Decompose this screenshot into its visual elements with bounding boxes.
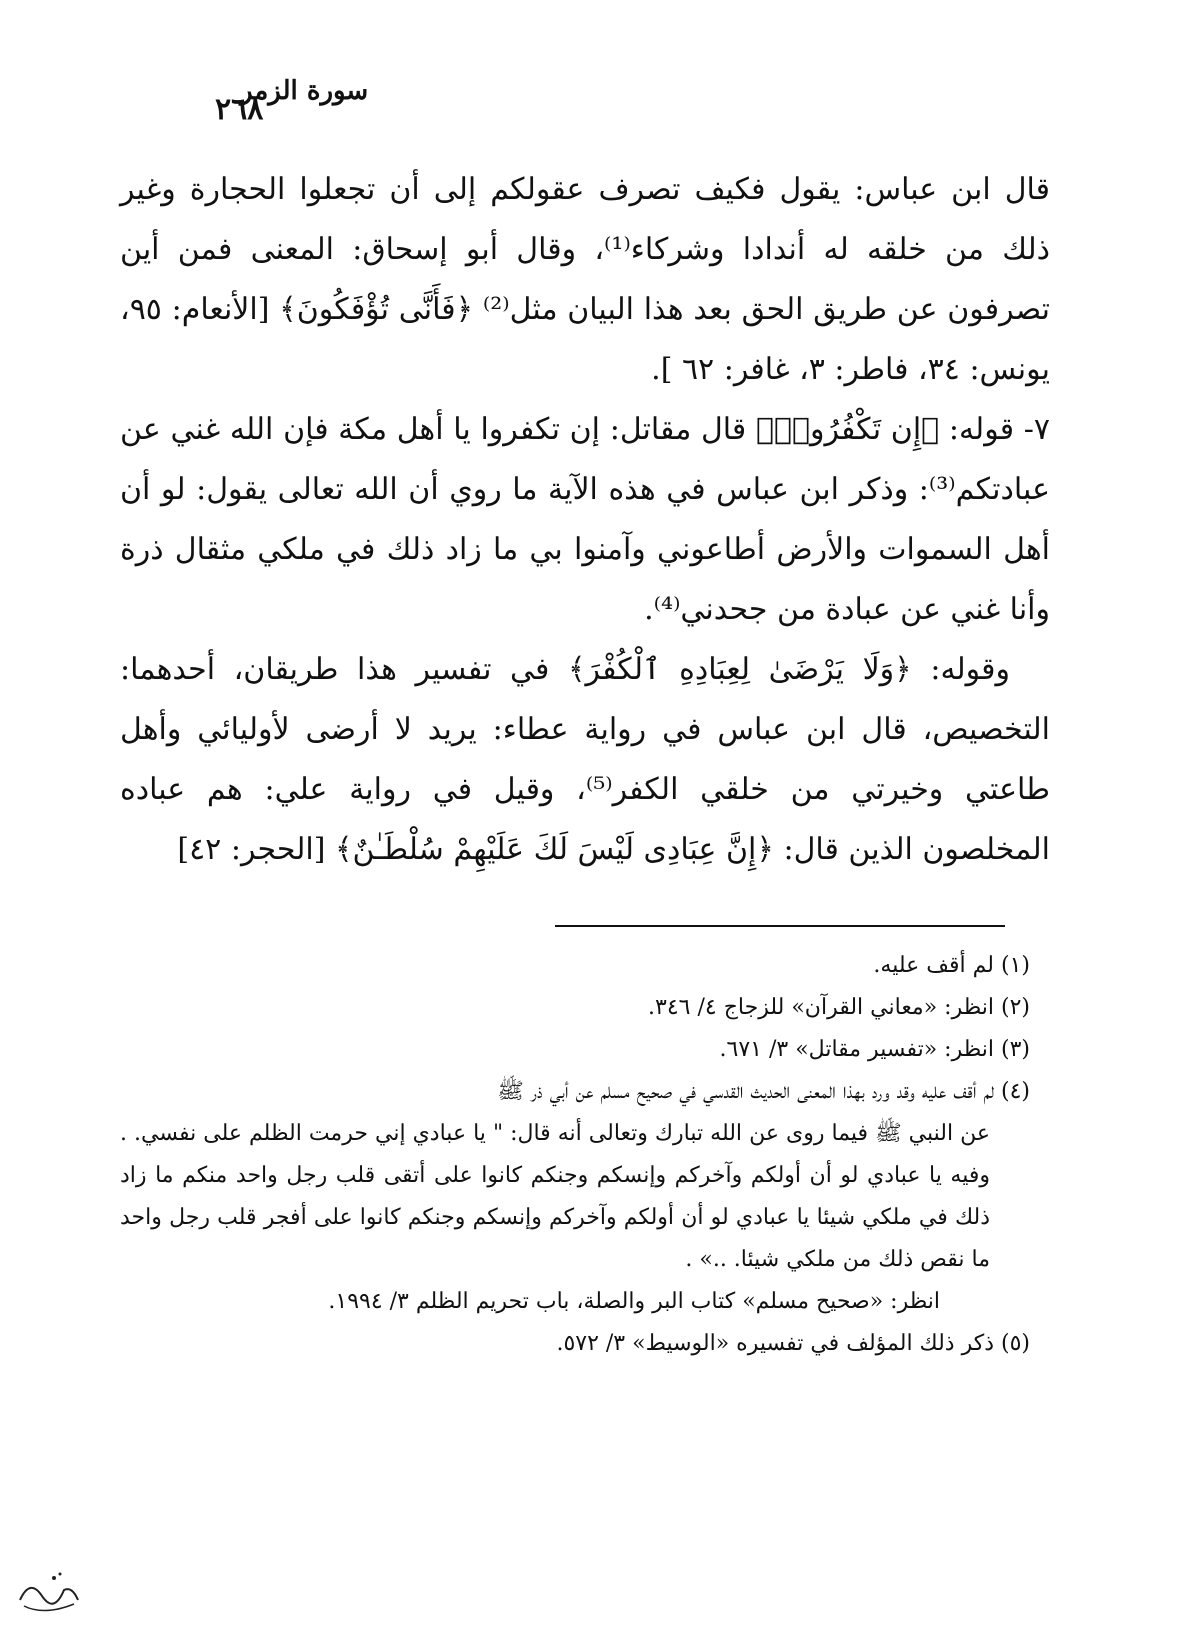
footnote: (٢) انظر: «معاني القرآن» للزجاج ٤/ ٣٤٦.: [648, 995, 1030, 1020]
footnote: (١) لم أقف عليه.: [873, 953, 1030, 978]
surah-name: سورة الزمر: [240, 76, 369, 106]
main-text: [120, 160, 1050, 880]
page-header: [0, 68, 1185, 128]
paragraph: قال ابن عباس: يقول فكيف تصرف عقولكم إلى أن تجعلوا الحجارة وغير ذلك من خلقه له أندادا وشركاء⁽¹⁾، وقال أبو إسحاق: المعنى فمن أين تصرفون عن طريق الحق بعد هذا البيان مثل⁽²⁾ ﴿فَأَنَّى تُؤْفَكُونَ﴾ [الأنعام: ٩٥، يونس: ٣٤، فاطر: ٣، غافر: ٦٢ ].: [120, 172, 1050, 387]
footnote-continuation: عن النبي ﷺ فيما روى عن الله تبارك وتعالى أنه قال: " يا عبادي إني حرمت الظلم على نفسي. . وفيه يا عبادي لو أن أولكم وآخركم وإنسكم وجنكم كانوا على أتقى قلب رجل واحد منكم ما زاد ذلك في ملكي شيئا يا عبادي لو أن أولكم وآخركم وإنسكم وجنكم كانوا على أفجر قلب رجل واحد ما نقص ذلك من ملكي شيئا. ..» .: [120, 1121, 990, 1272]
page-number: ٢٦٨: [215, 92, 264, 127]
paragraph: ٧- قوله: ﴿إِن تَكْفُرُوا۟﴾ قال مقاتل: إن تكفروا يا أهل مكة فإن الله غني عن عبادتكم⁽³⁾: وذكر ابن عباس في هذه الآية ما روي أن الله تعالى يقول: لو أن أهل السموات والأرض أطاعوني وآمنوا بي ما زاد ذلك في ملكي مثقال ذرة وأنا غني عن عبادة من جحدني⁽⁴⁾.: [120, 412, 1050, 627]
footnote-divider: [555, 925, 1005, 927]
footnote: (٣) انظر: «تفسير مقاتل» ٣/ ٦٧١.: [719, 1037, 1030, 1062]
publisher-logo: [14, 1560, 84, 1620]
paragraph: وقوله: ﴿وَلَا يَرْضَىٰ لِعِبَادِهِ ٱلْكُفْرَ﴾ في تفسير هذا طريقان، أحدهما: التخصيص، قال ابن عباس في رواية عطاء: يريد لا أرضى لأوليائي وأهل طاعتي وخيرتي من خلقي الكفر⁽⁵⁾، وقيل في رواية علي: هم عباده المخلصون الذين قال: ﴿إِنَّ عِبَادِى لَيْسَ لَكَ عَلَيْهِمْ سُلْطَـٰنٌ﴾ [الحجر: ٤٢]: [120, 652, 1050, 867]
footnote: (٤) لم أقف عليه وقد ورد بهذا المعنى الحديث القدسي في صحيح مسلم عن أبي ذر ﷺ: [497, 1079, 1030, 1104]
footnote: (٥) ذكر ذلك المؤلف في تفسيره «الوسيط» ٣/ ٥٧٢.: [556, 1331, 1030, 1356]
footnote-reference: انظر: «صحيح مسلم» كتاب البر والصلة، باب تحريم الظلم ٣/ ١٩٩٤.: [328, 1289, 940, 1314]
footnotes: [120, 945, 1030, 1365]
